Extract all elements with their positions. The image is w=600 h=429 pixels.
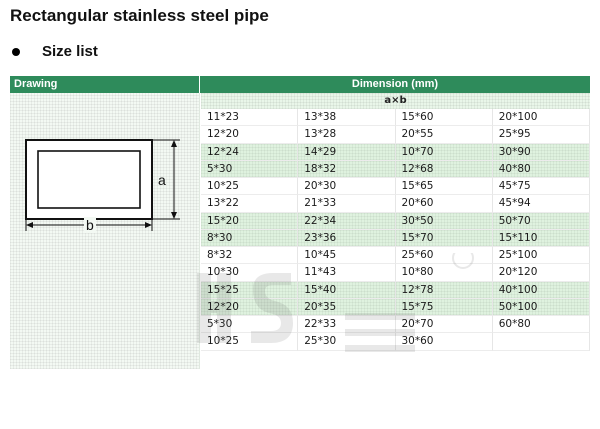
table-cell: 30*50 (396, 213, 493, 230)
table-cell: 11*43 (298, 264, 395, 281)
table-cell: 20*120 (493, 264, 590, 281)
table-cell: 15*65 (396, 178, 493, 195)
table-cell: 20*70 (396, 316, 493, 333)
table-cell: 22*33 (298, 316, 395, 333)
section-heading-label: Size list (42, 43, 98, 60)
table-cell: 12*24 (201, 144, 298, 161)
table-cell: 45*75 (493, 178, 590, 195)
table-cell: 50*100 (493, 299, 590, 316)
bullet-icon (12, 48, 20, 56)
arrow-right-icon (145, 222, 152, 228)
table-cell: 15*40 (298, 282, 395, 299)
section-heading (12, 43, 98, 60)
table-row (201, 230, 590, 247)
table-cell: 8*30 (201, 230, 298, 247)
table-cell: 20*55 (396, 126, 493, 143)
table-cell: 30*60 (396, 333, 493, 350)
table-row (201, 316, 590, 333)
subheader-axb: a×b (201, 93, 590, 109)
table-cell: 20*30 (298, 178, 395, 195)
table-row (201, 282, 590, 299)
arrow-up-icon (171, 140, 177, 147)
table-cell: 14*29 (298, 144, 395, 161)
table-header (10, 76, 590, 93)
table-row (201, 247, 590, 264)
dimension-grid (201, 93, 590, 351)
table-cell: 10*45 (298, 247, 395, 264)
table-cell: 15*75 (396, 299, 493, 316)
table-cell: 22*34 (298, 213, 395, 230)
table-cell: 20*60 (396, 195, 493, 212)
table-cell: 15*25 (201, 282, 298, 299)
size-table (10, 76, 590, 369)
table-row (201, 109, 590, 126)
table-cell: 10*70 (396, 144, 493, 161)
table-cell (493, 333, 590, 350)
table-cell: 5*30 (201, 161, 298, 178)
table-row (201, 144, 590, 161)
table-cell: 60*80 (493, 316, 590, 333)
arrow-left-icon (26, 222, 33, 228)
table-cell: 13*38 (298, 109, 395, 126)
label-b: b (86, 217, 94, 233)
table-cell: 12*20 (201, 126, 298, 143)
arrow-down-icon (171, 212, 177, 219)
table-cell: 13*28 (298, 126, 395, 143)
table-cell: 5*30 (201, 316, 298, 333)
table-cell: 21*33 (298, 195, 395, 212)
table-cell: 12*78 (396, 282, 493, 299)
table-cell: 8*32 (201, 247, 298, 264)
table-cell: 12*68 (396, 161, 493, 178)
table-row (201, 178, 590, 195)
header-dimension: Dimension (mm) (351, 78, 439, 90)
table-cell: 25*100 (493, 247, 590, 264)
table-cell: 13*22 (201, 195, 298, 212)
table-cell: 25*60 (396, 247, 493, 264)
table-row (201, 195, 590, 212)
inner-tube-outline (38, 151, 140, 208)
table-cell: 40*100 (493, 282, 590, 299)
table-cell: 12*20 (201, 299, 298, 316)
table-cell: 25*95 (493, 126, 590, 143)
table-cell: 20*35 (298, 299, 395, 316)
table-cell: 10*25 (201, 333, 298, 350)
table-cell: 20*100 (493, 109, 590, 126)
table-cell: 11*23 (201, 109, 298, 126)
table-cell: 23*36 (298, 230, 395, 247)
table-cell: 15*110 (493, 230, 590, 247)
table-cell: 50*70 (493, 213, 590, 230)
table-row (201, 126, 590, 143)
page-title: Rectangular stainless steel pipe (10, 6, 269, 25)
table-cell: 15*20 (201, 213, 298, 230)
table-row (201, 264, 590, 281)
table-cell: 25*30 (298, 333, 395, 350)
table-cell: 18*32 (298, 161, 395, 178)
table-cell: 40*80 (493, 161, 590, 178)
table-cell: 45*94 (493, 195, 590, 212)
table-row (201, 299, 590, 316)
table-row (201, 213, 590, 230)
drawing-cell (10, 93, 200, 369)
header-drawing: Drawing (10, 76, 200, 93)
pipe-cross-section-diagram (10, 93, 200, 369)
table-cell: 10*80 (396, 264, 493, 281)
table-cell: 15*70 (396, 230, 493, 247)
table-cell: 30*90 (493, 144, 590, 161)
table-cell: 10*25 (201, 178, 298, 195)
table-row (201, 333, 590, 350)
table-cell: 10*30 (201, 264, 298, 281)
table-row (201, 161, 590, 178)
table-cell: 15*60 (396, 109, 493, 126)
dimension-rows (201, 109, 590, 351)
label-a: a (158, 172, 166, 188)
